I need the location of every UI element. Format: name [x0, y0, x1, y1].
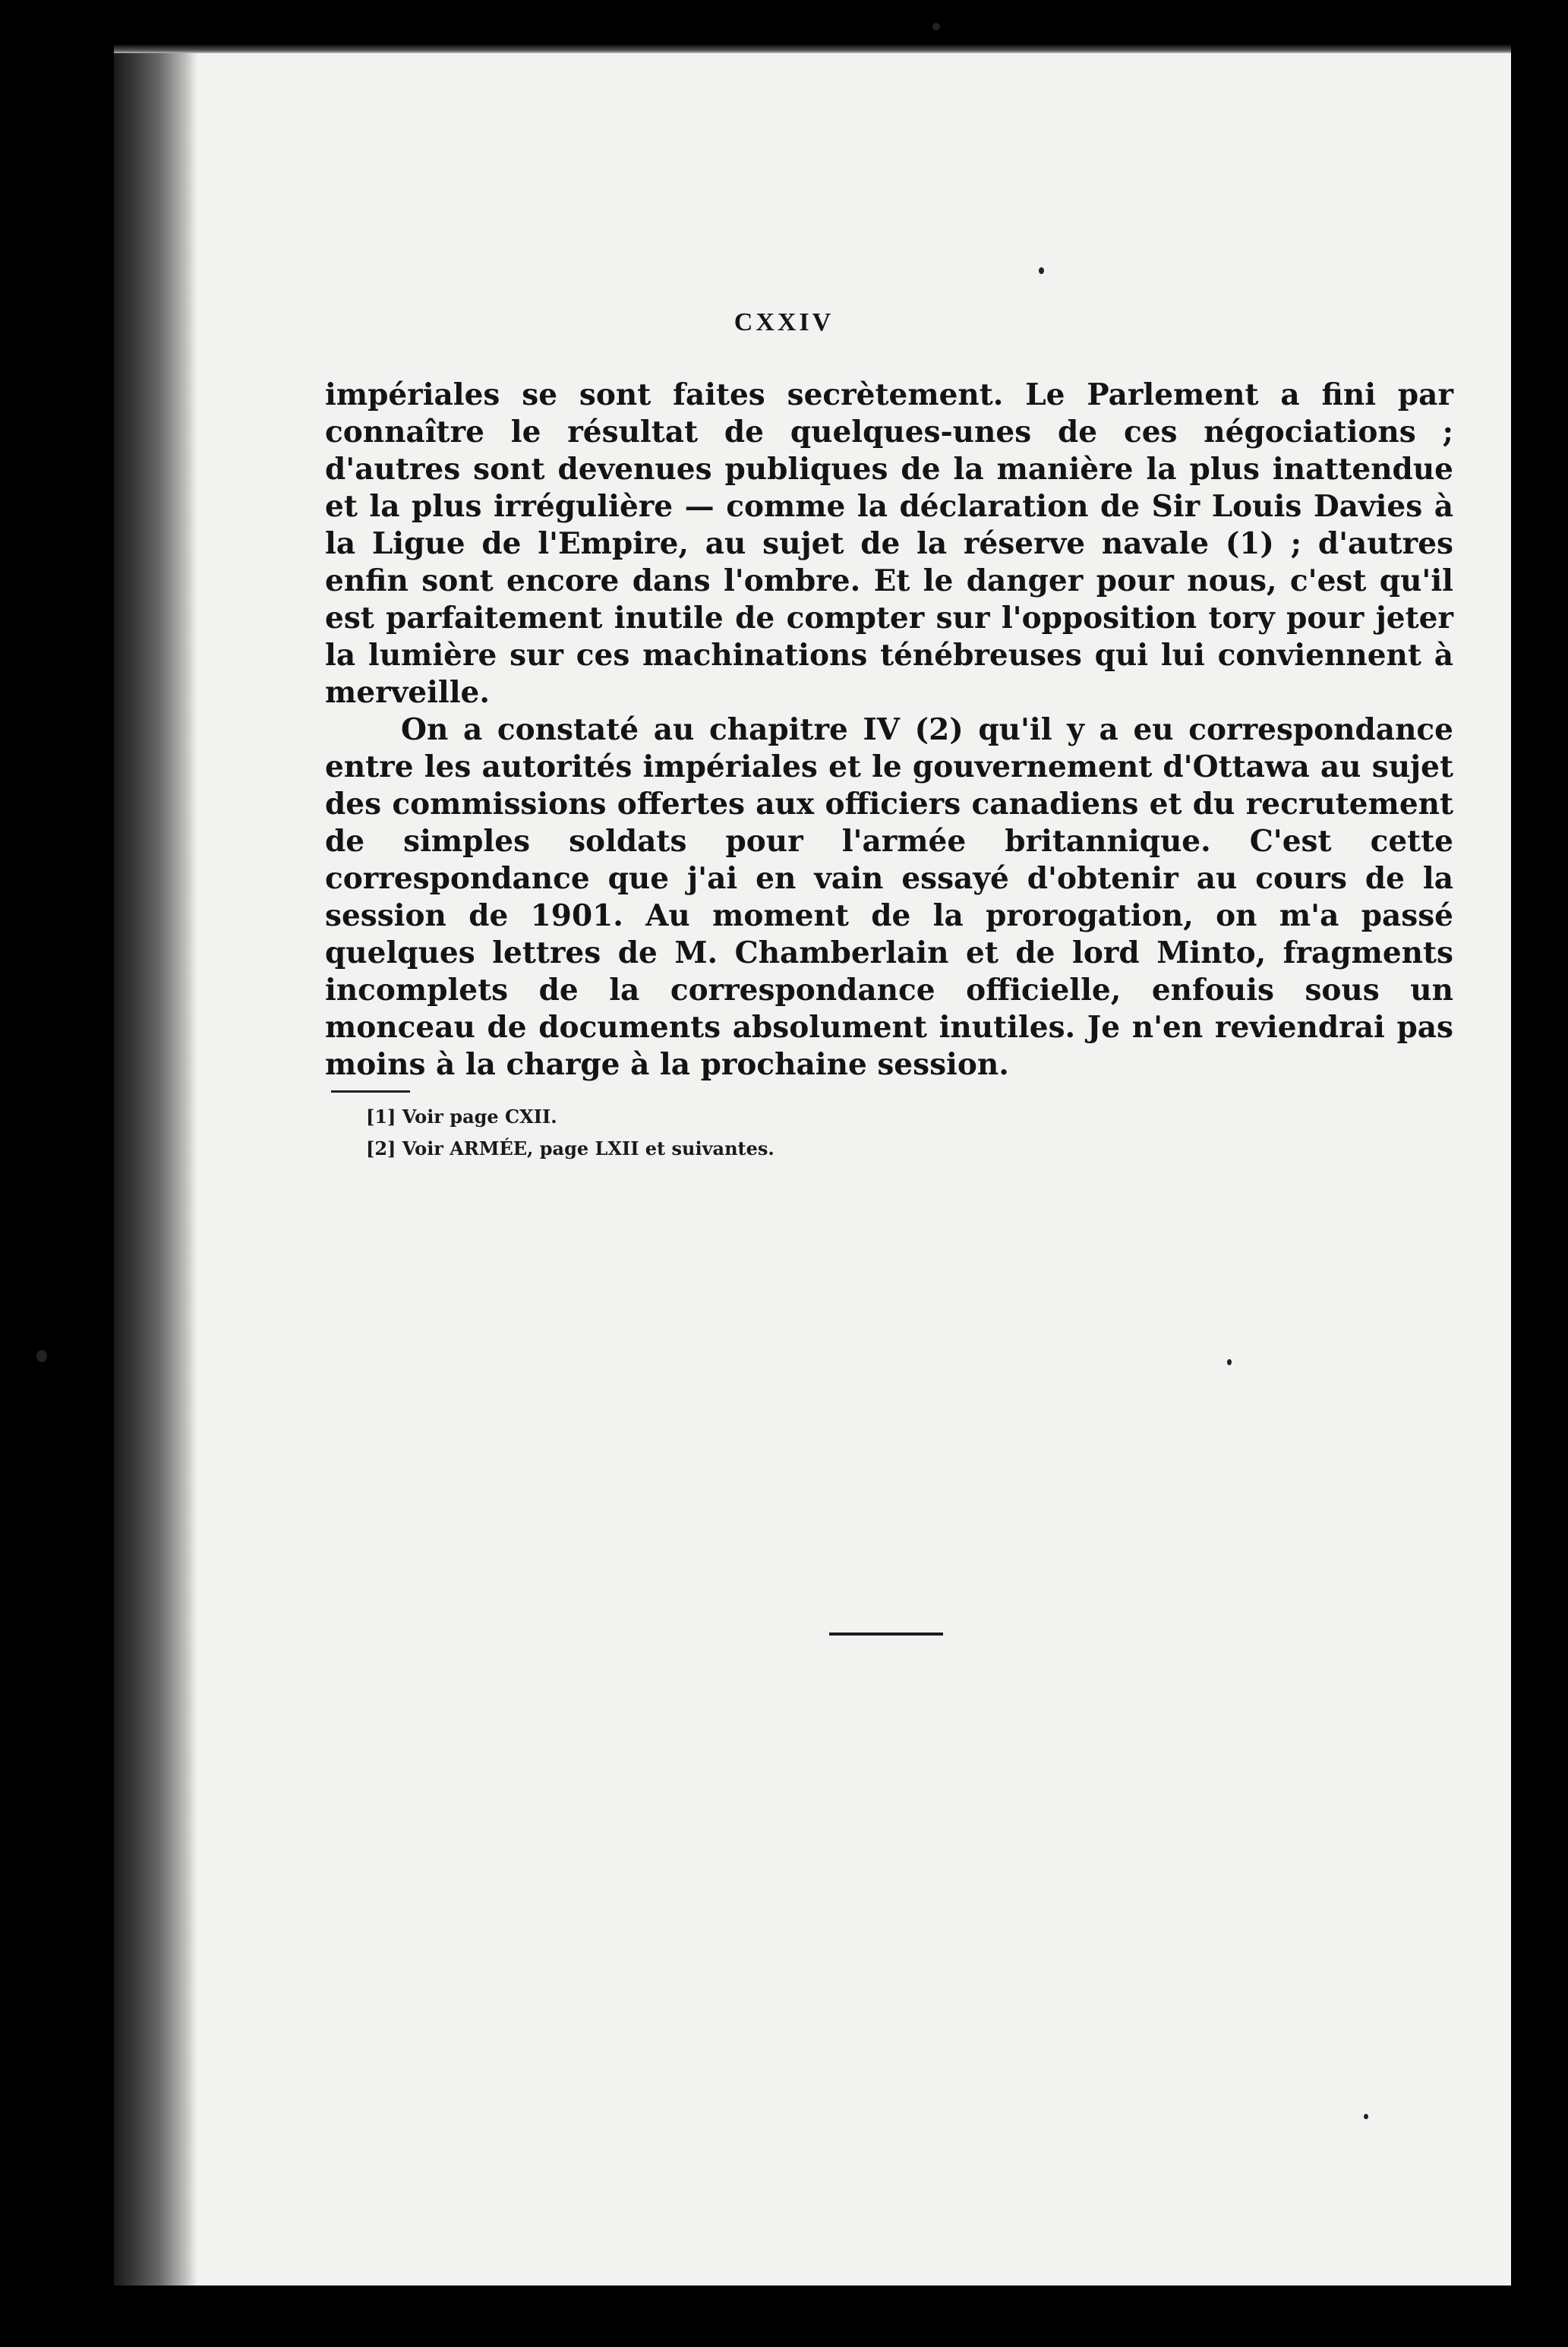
dust-speck [1039, 267, 1044, 274]
dust-speck [932, 23, 940, 30]
body-text [325, 377, 1453, 1084]
footnote-1: [1] Voir page CXII. [366, 1106, 557, 1128]
paragraph-1: impériales se sont faites secrètement. Le Parlement a fini par connaître le résultat de quelques-unes de ces négociations ; d'autres sont devenues publiques de la manière la plus inattendue et la plus irrégulière — comme la déclaration de Sir Louis Davies à la Ligue de l'Empire, au sujet de la réserve navale (1) ; d'autres enfin sont encore dans l'ombre. Et le danger pour nous, c'est qu'il est parfaitement inutile de compter sur l'opposition tory pour jeter la lumière sur ces machinations ténébreuses qui lui conviennent à merveille. [325, 377, 1453, 710]
paragraph-2: On a constaté au chapitre IV (2) qu'il y a eu correspondance entre les autorités impériales et le gouvernement d'Ottawa au sujet des commissions offertes aux officiers canadiens et du recrutement de simples soldats pour l'armée britannique. C'est cette correspondance que j'ai en vain essayé d'obtenir au cours de la session de 1901. Au moment de la prorogation, on m'a passé quelques lettres de M. Chamberlain et de lord Minto, fragments incomplets de la correspondance officielle, enfouis sous un monceau de documents absolument inutiles. Je n'en reviendrai pas moins à la charge à la prochaine session. [325, 712, 1453, 1082]
page-number: CXXIV [734, 308, 834, 336]
footnote-rule [331, 1090, 410, 1093]
dust-speck [1227, 1359, 1232, 1365]
end-of-text-rule [829, 1632, 943, 1636]
footnotes [366, 1101, 1277, 1165]
book-spine-shadow [114, 53, 197, 2285]
footnote-2: [2] Voir ARMÉE, page LXII et suivantes. [366, 1137, 775, 1159]
dust-speck [1364, 2114, 1368, 2119]
dust-speck [36, 1350, 47, 1362]
